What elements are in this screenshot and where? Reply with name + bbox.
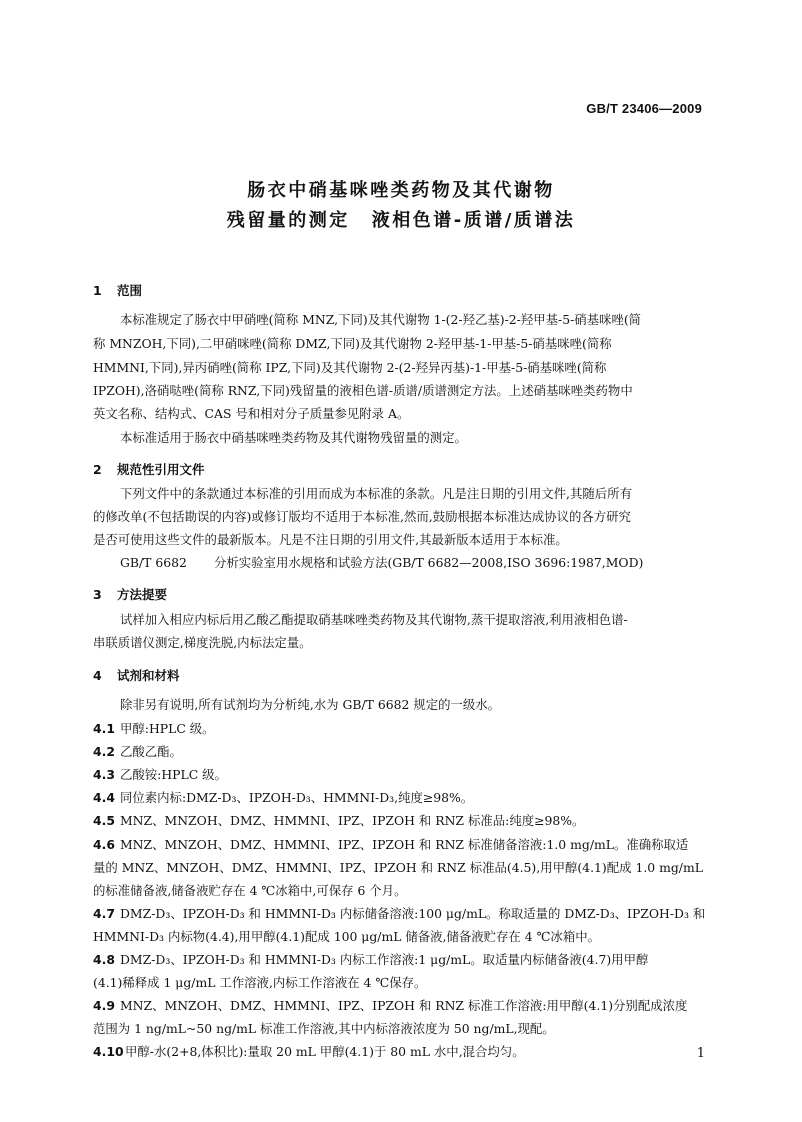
clause-4-8: 4.8 DMZ-D₃、IPZOH-D₃ 和 HMMNI-D₃ 内标工作溶液:1 μg/mL。取适量内标储备液(4.7)用甲醇 <box>93 952 649 967</box>
paragraph-line: IPZOH),洛硝哒唑(简称 RNZ,下同)残留量的液相色谱-质谱/质谱测定方法。上述硝基咪唑类药物中 <box>93 383 633 398</box>
paragraph-line: 本标准规定了肠衣中甲硝唑(简称 MNZ,下同)及其代谢物 1-(2-羟乙基)-2-羟甲基-5-硝基咪唑(简 <box>120 312 642 327</box>
clause-4-9: 4.9 MNZ、MNZOH、DMZ、HMMNI、IPZ、IPZOH 和 RNZ 标准工作溶液:用甲醇(4.1)分别配成浓度 <box>93 998 688 1013</box>
clause-4-4: 4.4 同位素内标:DMZ-D₃、IPZOH-D₃、HMMNI-D₃,纯度≥98%。 <box>93 790 474 805</box>
paragraph-line: 的标准储备液,储备液贮存在 4 ℃冰箱中,可保存 6 个月。 <box>93 883 407 898</box>
paragraph-line: HMMNI,下同),异丙硝唑(简称 IPZ,下同)及其代谢物 2-(2-羟异丙基)-1-甲基-5-硝基咪唑(简称 <box>93 360 607 375</box>
page-number: 1 <box>696 1046 705 1061</box>
paragraph-line: 英文名称、结构式、CAS 号和相对分子质量参见附录 A。 <box>93 406 410 421</box>
clause-4-10: 4.10甲醇-水(2+8,体积比):量取 20 mL 甲醇(4.1)于 80 mL 水中,混合均匀。 <box>93 1044 525 1059</box>
section-heading-normative-references: 2 规范性引用文件 <box>93 462 205 477</box>
document-title-line1: 肠衣中硝基咪唑类药物及其代谢物 <box>247 180 555 201</box>
reference-code: GB/T 6682 <box>120 555 187 570</box>
paragraph-line: 试样加入相应内标后用乙酸乙酯提取硝基咪唑类药物及其代谢物,蒸干提取溶液,利用液相色谱- <box>120 612 628 627</box>
paragraph-line: 的修改单(不包括勘误的内容)或修订版均不适用于本标准,然而,鼓励根据本标准达成协议的各方研究 <box>93 509 631 524</box>
paragraph-line: 除非另有说明,所有试剂均为分析纯,水为 GB/T 6682 规定的一级水。 <box>120 697 501 712</box>
paragraph-line: 范围为 1 ng/mL~50 ng/mL 标准工作溶液,其中内标溶液浓度为 50 ng/mL,现配。 <box>93 1021 555 1036</box>
paragraph-line: 称 MNZOH,下同),二甲硝咪唑(简称 DMZ,下同)及其代谢物 2-羟甲基-1-甲基-5-硝基咪唑(简称 <box>93 336 612 351</box>
title-part2: 液相色谱-质谱/质谱法 <box>371 210 576 231</box>
paragraph-line: 量的 MNZ、MNZOH、DMZ、HMMNI、IPZ、IPZOH 和 RNZ 标准品(4.5),用甲醇(4.1)配成 1.0 mg/mL <box>93 860 703 875</box>
paragraph-line: HMMNI-D₃ 内标物(4.4),用甲醇(4.1)配成 100 μg/mL 储备液,储备液贮存在 4 ℃冰箱中。 <box>93 929 600 944</box>
section-heading-method-summary: 3 方法提要 <box>93 587 168 602</box>
paragraph-line: 下列文件中的条款通过本标准的引用而成为本标准的条款。凡是注日期的引用文件,其随后所有 <box>120 486 632 501</box>
standard-number: GB/T 23406—2009 <box>586 101 702 116</box>
clause-4-2: 4.2 乙酸乙酯。 <box>93 744 182 759</box>
clause-4-1: 4.1 甲醇:HPLC 级。 <box>93 721 215 736</box>
title-part1: 残留量的测定 <box>226 210 350 231</box>
paragraph-line: (4.1)稀释成 1 μg/mL 工作溶液,内标工作溶液在 4 ℃保存。 <box>93 975 427 990</box>
reference-title: 分析实验室用水规格和试验方法(GB/T 6682—2008,ISO 3696:1987,MOD) <box>214 555 644 570</box>
clause-4-3: 4.3 乙酸铵:HPLC 级。 <box>93 767 227 782</box>
paragraph-line: 是否可使用这些文件的最新版本。凡是不注日期的引用文件,其最新版本适用于本标准。 <box>93 532 568 547</box>
clause-4-7: 4.7 DMZ-D₃、IPZOH-D₃ 和 HMMNI-D₃ 内标储备溶液:100 μg/mL。称取适量的 DMZ-D₃、IPZOH-D₃ 和 <box>93 906 706 921</box>
paragraph-line: 串联质谱仪测定,梯度洗脱,内标法定量。 <box>93 635 312 650</box>
section-heading-reagents: 4 试剂和材料 <box>93 668 180 683</box>
reference-entry <box>120 556 643 570</box>
section-heading-scope: 1 范围 <box>93 283 143 298</box>
clause-4-5: 4.5 MNZ、MNZOH、DMZ、HMMNI、IPZ、IPZOH 和 RNZ 标准品:纯度≥98%。 <box>93 813 585 828</box>
document-title-line2 <box>0 206 802 232</box>
paragraph-line: 本标准适用于肠衣中硝基咪唑类药物及其代谢物残留量的测定。 <box>120 430 467 445</box>
clause-4-6: 4.6 MNZ、MNZOH、DMZ、HMMNI、IPZ、IPZOH 和 RNZ 标准储备溶液:1.0 mg/mL。准确称取适 <box>93 837 689 852</box>
